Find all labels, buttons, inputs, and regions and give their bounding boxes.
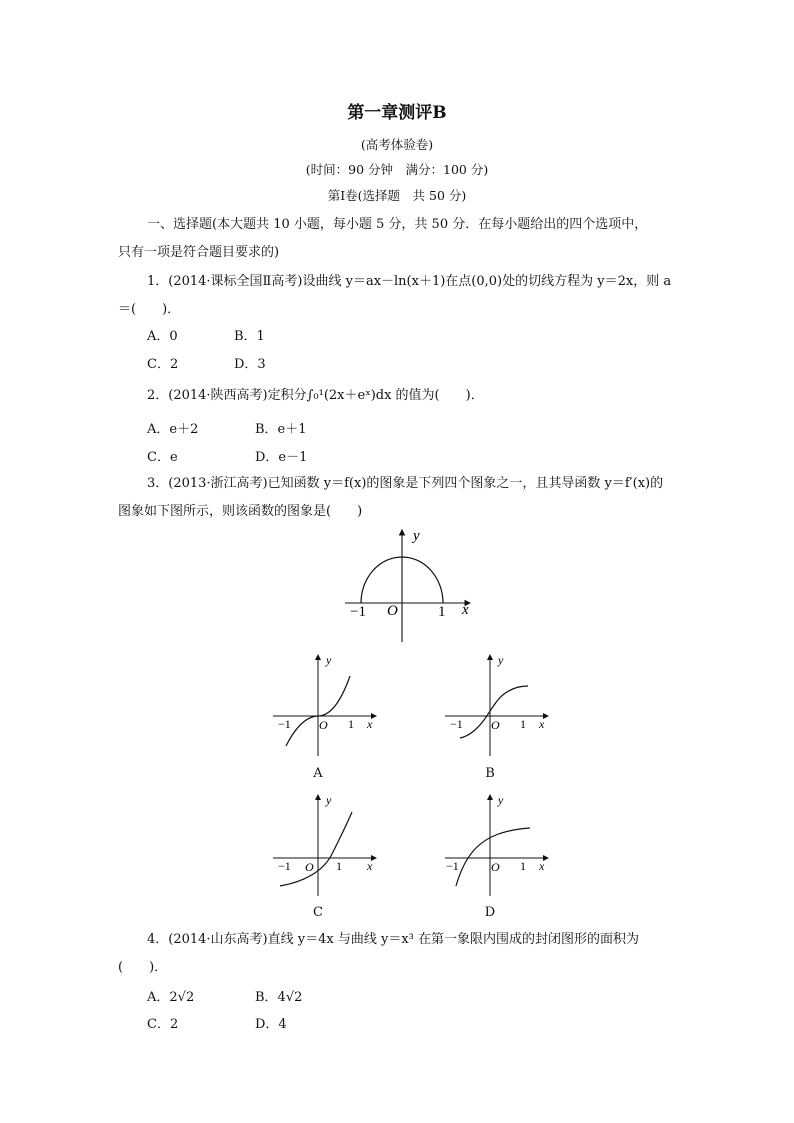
b-y-label: y — [498, 653, 504, 667]
q4-stem-line-1: 4．(2014·山东高考)直线 y＝4x 与曲线 y＝x³ 在第一象限内围成的封闭图形的面积为 — [147, 932, 639, 947]
q2-option-b: B．e＋1 — [255, 422, 307, 437]
q4-option-a: A．2√2 — [147, 990, 195, 1005]
d-origin-label: O — [491, 860, 500, 874]
derivative-graph — [340, 522, 480, 647]
a-one-label: 1 — [348, 717, 354, 731]
x-axis-label: x — [462, 602, 469, 618]
d-neg-one-label: −1 — [446, 859, 459, 873]
page-title: 第一章测评B — [347, 103, 447, 123]
q3-stem-line-2: 图象如下图所示，则该函数的图象是( ) — [118, 504, 363, 519]
a-x-label: x — [367, 717, 373, 731]
q3-stem-line-1: 3．(2013·浙江高考)已知函数 y＝f(x)的图象是下列四个图象之一，且其导函数 y＝f′(x)的 — [147, 476, 664, 491]
y-axis-label: y — [413, 528, 420, 544]
c-x-label: x — [367, 859, 373, 873]
graph-option-b — [440, 650, 555, 760]
choice-label-b: B — [485, 766, 495, 781]
graph-option-c — [268, 790, 383, 900]
c-one-label: 1 — [336, 859, 342, 873]
q1-option-a: A．0 — [147, 329, 178, 344]
choice-label-d: D — [484, 905, 496, 920]
choice-label-c: C — [313, 905, 323, 920]
graph-option-d — [440, 790, 555, 900]
b-neg-one-label: −1 — [450, 717, 463, 731]
origin-label: O — [387, 603, 398, 619]
q2-option-a: A．e＋2 — [147, 422, 199, 437]
q4-option-d: D．4 — [255, 1017, 287, 1032]
q1-option-b: B．1 — [234, 329, 265, 344]
q1-option-d: D．3 — [234, 357, 266, 372]
c-neg-one-label: −1 — [278, 859, 291, 873]
choice-label-a: A — [313, 766, 323, 781]
a-neg-one-label: −1 — [278, 717, 291, 731]
c-origin-label: O — [305, 860, 314, 874]
section-heading: 第Ⅰ卷(选择题 共 50 分) — [327, 188, 467, 203]
instructions-line-1: 一、选择题(本大题共 10 小题，每小题 5 分，共 50 分．在每小题给出的四个选项中， — [147, 217, 648, 232]
q1-stem-line-1: 1．(2014·课标全国Ⅱ高考)设曲线 y＝ax－ln(x＋1)在点(0,0)处的切线方程为 y＝2x，则 a — [147, 274, 672, 289]
q2-option-c: C．e — [147, 450, 178, 465]
b-origin-label: O — [491, 718, 500, 732]
a-origin-label: O — [319, 718, 328, 732]
instructions-line-2: 只有一项是符合题目要求的) — [118, 245, 280, 260]
q4-stem-line-2: ( )． — [118, 960, 168, 975]
q4-option-b: B．4√2 — [255, 990, 303, 1005]
tick-label-neg-one: −1 — [350, 604, 366, 620]
page-subtitle: (高考体验卷) — [360, 137, 434, 152]
b-x-label: x — [539, 717, 545, 731]
d-y-label: y — [498, 793, 504, 807]
q1-stem-line-2: ＝( )． — [118, 302, 181, 317]
graph-option-a — [268, 650, 383, 760]
d-one-label: 1 — [520, 859, 526, 873]
tick-label-one: 1 — [438, 604, 446, 620]
q2-stem: 2．(2014·陕西高考)定积分∫₀¹(2x＋eˣ)dx 的值为( )． — [147, 388, 484, 403]
time-info: (时间：90 分钟 满分：100 分) — [305, 162, 489, 177]
b-one-label: 1 — [520, 717, 526, 731]
q2-option-d: D．e－1 — [255, 450, 308, 465]
d-x-label: x — [539, 859, 545, 873]
q4-option-c: C．2 — [147, 1017, 179, 1032]
c-y-label: y — [326, 793, 332, 807]
a-y-label: y — [326, 653, 332, 667]
q1-option-c: C．2 — [147, 357, 179, 372]
